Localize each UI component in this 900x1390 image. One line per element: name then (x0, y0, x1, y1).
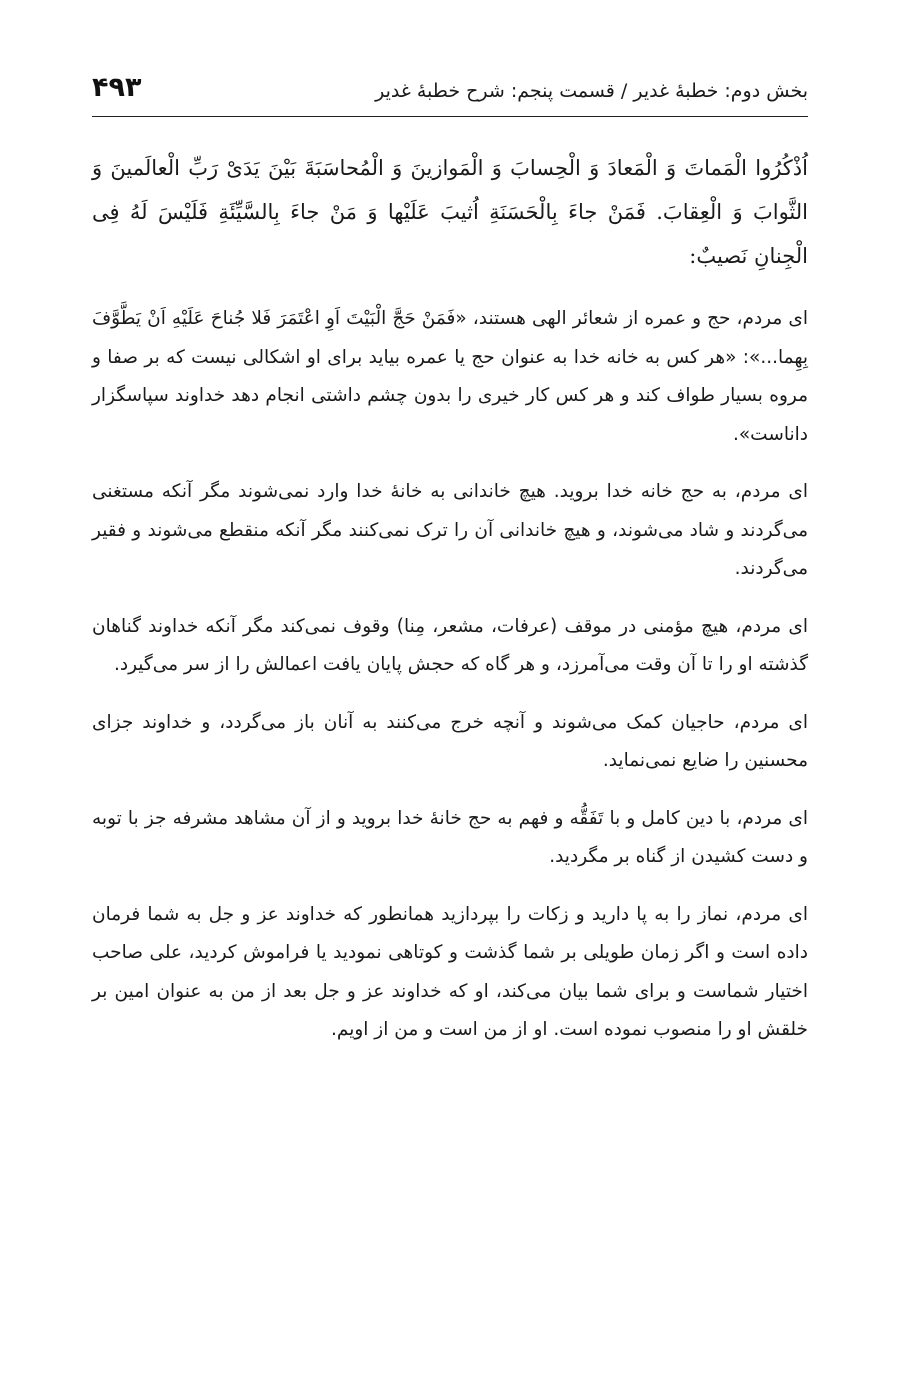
paragraph-1 (92, 300, 808, 454)
paragraph-6: ای مردم، نماز را به پا دارید و زکات را بپردازید همانطور که خداوند عز و جل به شما فرمان داده است و اگر زمان طویلی بر شما گذشت و کوتاهی نمودید یا فراموش کردید، علی صاحب اختیار شماست و برای شما بیان می‌کند، او که خداوند عز و جل بعد از من به عنوان امین بر خلقش او را منصوب نموده است. او از من است و من از اویم. (92, 903, 808, 1040)
paragraph-1-text: ای مردم، حج و عمره از شعائر الهی هستند، « (455, 308, 808, 329)
arabic-opening-text: اُذْکُرُوا الْمَماتَ وَ الْمَعادَ وَ الْحِسابَ وَ الْمَوازینَ وَ الْمُحاسَبَةَ بَیْنَ یَدَیْ رَبِّ الْعالَمینَ وَ الثَّوابَ وَ الْعِقابَ. فَمَنْ جاءَ بِالْحَسَنَةِ اُثیبَ عَلَیْها وَ مَنْ جاءَ بِالسَّیِّئَةِ فَلَیْسَ لَهُ فِی الْجِنانِ نَصیبٌ: (92, 156, 808, 268)
book-page (92, 70, 808, 1350)
paragraph-4: ای مردم، حاجیان کمک می‌شوند و آنچه خرج می‌کنند به آنان باز می‌گردد، و خداوند جزای محسنین را ضایع نمی‌نماید. (92, 711, 808, 771)
paragraph-2: ای مردم، به حج خانه خدا بروید. هیچ خاندانی به خانهٔ خدا وارد نمی‌شوند مگر آنکه مستغنی می‌گردند و شاد می‌شوند، و هیچ خاندانی آن را ترک نمی‌کنند مگر آنکه منقطع می‌شوند و فقیر می‌گردند. (92, 481, 808, 579)
paragraph-1-translation: ...»: «هر کس به خانه خدا به عنوان حج یا عمره بیاید برای او اشکالی نیست که بر صفا و مروه بسیار طواف کند و هر کس کار خیری را بدون چشم داشتی انجام دهد خداوند سپاسگزار داناست». (92, 346, 808, 445)
page-number: ۴۹۳ (92, 72, 142, 103)
page-content (92, 146, 808, 1069)
quran-quote: فَمَنْ حَجَّ الْبَیْتَ اَوِ اعْتَمَرَ فَلا جُناحَ عَلَیْهِ اَنْ یَطَّوَّفَ بِهِما (92, 308, 808, 368)
paragraph-3: ای مردم، هیچ مؤمنی در موقف (عرفات، مشعر، مِنا) وقوف نمی‌کند مگر آنکه خداوند گناهان گذشته او را تا آن وقت می‌آمرزد، و هر گاه که حجش پایان یافت اعمالش را از سر می‌گیرد. (92, 615, 808, 675)
paragraph-5: ای مردم، با دین کامل و با تَفَقُّه و فهم به حج خانهٔ خدا بروید و از آن مشاهد مشرفه جز با توبه و دست کشیدن از گناه بر مگردید. (92, 807, 808, 867)
running-title: بخش دوم: خطبهٔ غدیر / قسمت پنجم: شرح خطبهٔ غدیر (375, 80, 808, 102)
page-header (92, 70, 808, 117)
